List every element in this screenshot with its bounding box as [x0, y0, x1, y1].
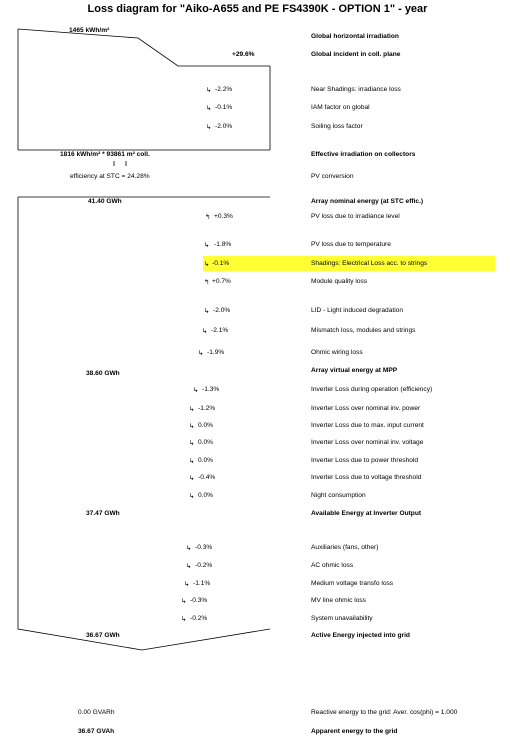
row-pct: -1.8% [214, 241, 232, 248]
row-pct: -1.3% [202, 386, 220, 393]
row-pct: -0.2% [195, 562, 213, 569]
row-label: Inverter Loss over nominal inv. power [311, 405, 421, 412]
row-label: PV loss due to irradiance level [311, 213, 400, 220]
loss-arrow-icon: ↳ [202, 328, 208, 335]
row-label: Global horizontal irradiation [311, 33, 399, 40]
loss-arrow-icon: ↳ [181, 616, 187, 623]
row-label: PV loss due to temperature [311, 241, 391, 248]
gain-arrow-icon: ↰ [204, 279, 210, 286]
row-label: Global incident in coll. plane [311, 51, 401, 58]
row-pct: -0.3% [195, 544, 213, 551]
loss-arrow-icon: ↳ [198, 350, 204, 357]
row-label: Medium voltage transfo loss [311, 580, 394, 587]
row-label: Near Shadings: irradiance loss [311, 86, 401, 93]
row-pct: -1.2% [198, 405, 216, 412]
virtual-energy-mpp-value: 38.60 GWh [86, 370, 120, 377]
row-label: Inverter Loss due to max. input current [311, 422, 424, 429]
effective-irradiation-value: 1816 kWh/m² * 93861 m² coll. [60, 151, 150, 158]
row-label: Array virtual energy at MPP [311, 367, 398, 374]
row-label: Effective irradiation on collectors [311, 151, 416, 158]
row-label: Night consumption [311, 492, 366, 499]
row-label: MV line ohmic loss [311, 597, 366, 604]
row-pct: +29.6% [232, 51, 255, 58]
row-pct: 0.0% [198, 457, 214, 464]
array-nominal-energy-value: 41.40 GWh [88, 198, 122, 205]
loss-arrow-icon: ↳ [189, 458, 195, 465]
loss-arrow-icon: ↳ [189, 406, 195, 413]
injected-energy-value: 36.67 GWh [86, 632, 120, 639]
ghi-value: 1465 kWh/m² [69, 27, 110, 34]
reactive-energy-value: 0.00 GVARh [78, 709, 115, 716]
row-pct: -2.2% [215, 86, 233, 93]
stc-efficiency: efficiency at STC = 24.28% [70, 173, 150, 180]
row-label: Available Energy at Inverter Output [311, 510, 422, 517]
row-pct: -1.9% [207, 349, 225, 356]
row-label: Ohmic wiring loss [311, 349, 363, 356]
row-pct: +0.7% [212, 278, 231, 285]
diagram-title: Loss diagram for "Aiko-A655 and PE FS4390K - OPTION 1" - year [87, 3, 428, 15]
row-pct: -2.0% [213, 307, 231, 314]
row-label: PV conversion [311, 173, 354, 180]
loss-arrow-icon: ↳ [189, 493, 195, 500]
row-pct: 0.0% [198, 422, 214, 429]
row-label: System unavailability [311, 615, 373, 622]
row-label: IAM factor on global [311, 104, 370, 111]
row-pct: 0.0% [198, 492, 214, 499]
row-label: Apparent energy to the grid [311, 728, 398, 735]
row-pct: 0.0% [198, 439, 214, 446]
row-pct: -0.4% [198, 474, 216, 481]
loss-arrow-icon: ↳ [204, 308, 210, 315]
row-label: Inverter Loss due to power threshold [311, 457, 419, 464]
row-pct: -0.2% [190, 615, 208, 622]
row-pct: -0.1% [215, 104, 233, 111]
row-pct: -1.1% [193, 580, 211, 587]
row-label: Auxiliaries (fans, other) [311, 544, 379, 551]
row-label: Inverter Loss during operation (efficiency) [311, 386, 433, 393]
loss-arrow-icon: ↳ [184, 581, 190, 588]
gain-arrow-icon: ↰ [205, 214, 211, 221]
row-pct: -2.1% [211, 327, 229, 334]
row-label: Mismatch loss, modules and strings [311, 327, 416, 334]
loss-arrow-icon: ↳ [193, 387, 199, 394]
loss-arrow-icon: ↳ [181, 598, 187, 605]
loss-arrow-icon: ↳ [206, 87, 212, 94]
row-pct: -2.0% [215, 123, 233, 130]
loss-arrow-icon: ↳ [189, 475, 195, 482]
row-label: Shadings: Electrical Loss acc. to strings [311, 260, 428, 267]
row-pct: -0.1% [212, 260, 230, 267]
loss-arrow-icon: ↳ [189, 423, 195, 430]
loss-arrow-icon: ↳ [186, 563, 192, 570]
row-pct: +0.3% [214, 213, 233, 220]
row-label: Inverter Loss due to voltage threshold [311, 474, 422, 481]
loss-arrow-icon: ↳ [189, 440, 195, 447]
row-label: LID - Light induced degradation [311, 307, 404, 314]
row-label: Array nominal energy (at STC effic.) [311, 198, 424, 205]
row-pct: -0.3% [190, 597, 208, 604]
row-label: Inverter Loss over nominal inv. voltage [311, 439, 424, 446]
row-label: Soiling loss factor [311, 123, 363, 130]
loss-arrow-icon: ↳ [204, 242, 210, 249]
loss-arrow-icon: ↳ [206, 105, 212, 112]
apparent-energy-value: 36.67 GVAh [78, 728, 115, 735]
loss-arrow-icon: ↳ [186, 545, 192, 552]
loss-arrow-icon: ↳ [204, 261, 210, 268]
loss-arrow-icon: ↳ [206, 124, 212, 131]
row-label: Module quality loss [311, 278, 368, 285]
row-label: Reactive energy to the grid: Aver. cos(phi) = 1.000 [311, 709, 458, 716]
row-label: AC ohmic loss [311, 562, 354, 569]
available-energy-value: 37.47 GWh [86, 510, 120, 517]
row-label: Active Energy injected into grid [311, 632, 410, 639]
